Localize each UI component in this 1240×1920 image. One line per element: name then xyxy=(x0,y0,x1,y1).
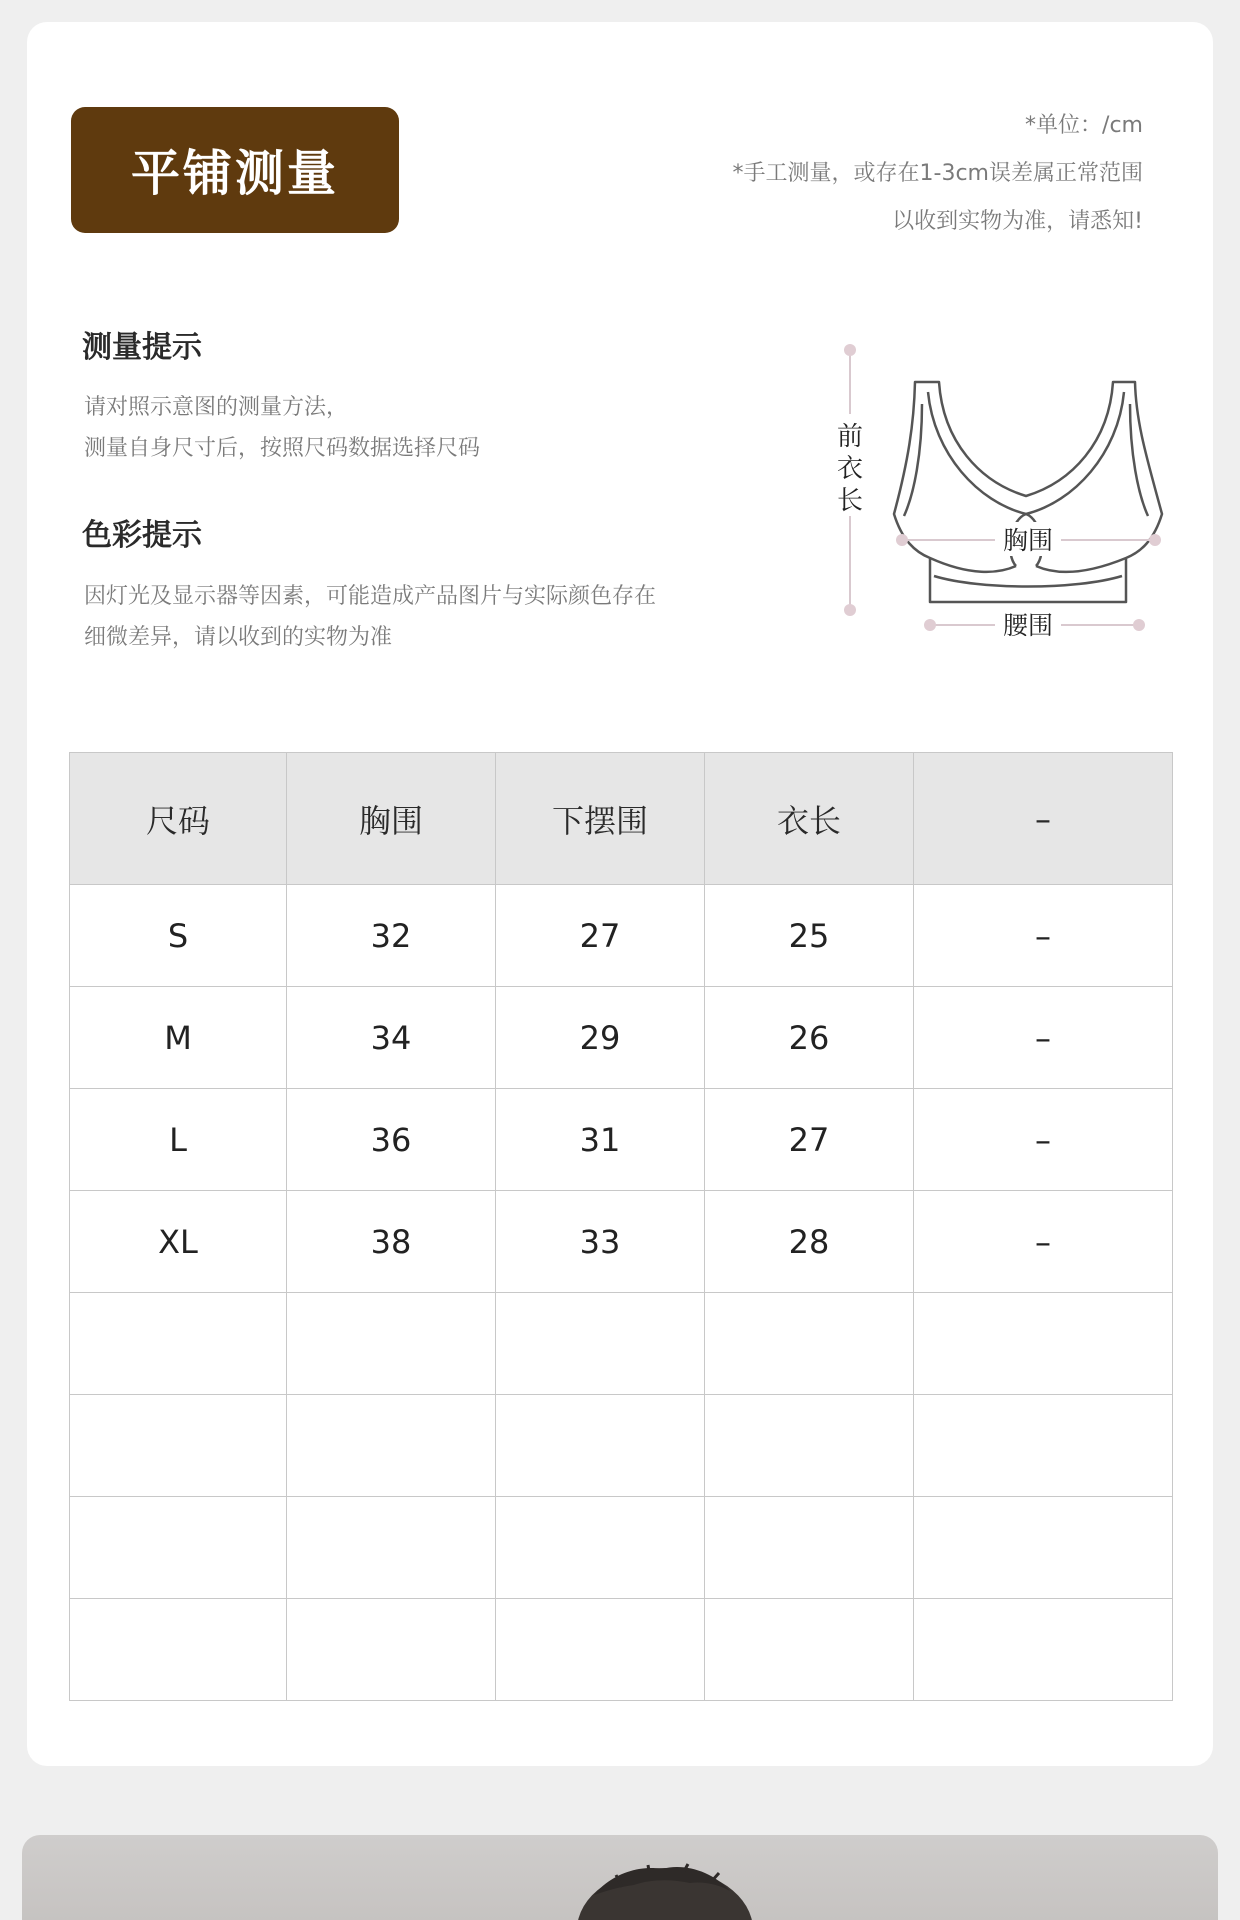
front-length-top-marker xyxy=(844,344,856,356)
table-row xyxy=(70,987,1173,1089)
bra-diagram-svg xyxy=(830,344,1180,674)
model-hair-image xyxy=(22,1835,1218,1920)
cell-size: L xyxy=(70,1089,287,1191)
table-row-empty xyxy=(70,1497,1173,1599)
unit-note: *单位：/cm xyxy=(1025,113,1143,138)
measure-tip-line: 测量自身尺寸后，按照尺码数据选择尺码 xyxy=(84,436,481,461)
measure-tip-line: 请对照示意图的测量方法， xyxy=(84,395,349,420)
cell-empty xyxy=(496,1293,705,1395)
cell-extra: – xyxy=(914,885,1173,987)
chest-label: 胸围 xyxy=(1002,526,1054,555)
cell-length: 25 xyxy=(705,885,914,987)
color-tip-line: 细微差异，请以收到的实物为准 xyxy=(84,625,393,650)
size-chart-card xyxy=(27,22,1213,1766)
cell-empty xyxy=(287,1497,496,1599)
table-header-row xyxy=(70,753,1173,885)
cell-size: S xyxy=(70,885,287,987)
measurement-diagram xyxy=(830,344,1180,674)
cell-empty xyxy=(496,1395,705,1497)
front-length-label-char: 前 xyxy=(836,422,864,452)
table-row-empty xyxy=(70,1395,1173,1497)
cell-hem: 31 xyxy=(496,1089,705,1191)
measurement-notes xyxy=(733,102,1143,246)
cell-empty xyxy=(705,1497,914,1599)
cell-hem: 33 xyxy=(496,1191,705,1293)
cell-empty xyxy=(705,1395,914,1497)
cell-extra: – xyxy=(914,1191,1173,1293)
waist-label: 腰围 xyxy=(1002,611,1054,640)
cell-empty xyxy=(70,1293,287,1395)
cell-empty xyxy=(70,1497,287,1599)
cell-extra: – xyxy=(914,1089,1173,1191)
measure-tip-title: 测量提示 xyxy=(82,330,202,365)
chest-right-marker xyxy=(1149,534,1161,546)
cell-empty xyxy=(287,1395,496,1497)
table-row xyxy=(70,1089,1173,1191)
table-row-empty xyxy=(70,1599,1173,1701)
cell-empty xyxy=(914,1395,1173,1497)
color-tip-text xyxy=(84,576,656,658)
cell-chest: 34 xyxy=(287,987,496,1089)
table-row xyxy=(70,1191,1173,1293)
page-title-badge xyxy=(71,107,399,233)
bra-outline xyxy=(894,382,1162,602)
cell-chest: 32 xyxy=(287,885,496,987)
cell-empty xyxy=(914,1293,1173,1395)
actual-product-note: 以收到实物为准，请悉知! xyxy=(892,209,1143,234)
cell-empty xyxy=(70,1395,287,1497)
product-photo-preview xyxy=(22,1835,1218,1920)
cell-hem: 27 xyxy=(496,885,705,987)
table-row-empty xyxy=(70,1293,1173,1395)
cell-length: 27 xyxy=(705,1089,914,1191)
header-extra: – xyxy=(914,753,1173,885)
header-chest: 胸围 xyxy=(287,753,496,885)
color-tip-line: 因灯光及显示器等因素，可能造成产品图片与实际颜色存在 xyxy=(84,584,657,609)
header-size: 尺码 xyxy=(70,753,287,885)
header-length: 衣长 xyxy=(705,753,914,885)
cell-empty xyxy=(70,1599,287,1701)
cell-length: 28 xyxy=(705,1191,914,1293)
cell-extra: – xyxy=(914,987,1173,1089)
cell-size: M xyxy=(70,987,287,1089)
cell-chest: 38 xyxy=(287,1191,496,1293)
cell-empty xyxy=(705,1599,914,1701)
waist-right-marker xyxy=(1133,619,1145,631)
cell-size: XL xyxy=(70,1191,287,1293)
cell-empty xyxy=(496,1497,705,1599)
size-table xyxy=(69,752,1173,1701)
tolerance-note: *手工测量，或存在1-3cm误差属正常范围 xyxy=(732,161,1143,186)
cell-empty xyxy=(705,1293,914,1395)
cell-length: 26 xyxy=(705,987,914,1089)
cell-empty xyxy=(914,1497,1173,1599)
front-length-label-char: 衣 xyxy=(836,454,864,484)
cell-hem: 29 xyxy=(496,987,705,1089)
cell-chest: 36 xyxy=(287,1089,496,1191)
header-hem: 下摆围 xyxy=(496,753,705,885)
front-length-label-char: 长 xyxy=(836,486,864,516)
page-title: 平铺测量 xyxy=(130,145,339,202)
front-length-bottom-marker xyxy=(844,604,856,616)
cell-empty xyxy=(496,1599,705,1701)
color-tip-title: 色彩提示 xyxy=(82,518,202,553)
table-row xyxy=(70,885,1173,987)
cell-empty xyxy=(287,1293,496,1395)
chest-left-marker xyxy=(896,534,908,546)
waist-left-marker xyxy=(924,619,936,631)
measure-tip-text xyxy=(84,387,480,469)
cell-empty xyxy=(287,1599,496,1701)
cell-empty xyxy=(914,1599,1173,1701)
